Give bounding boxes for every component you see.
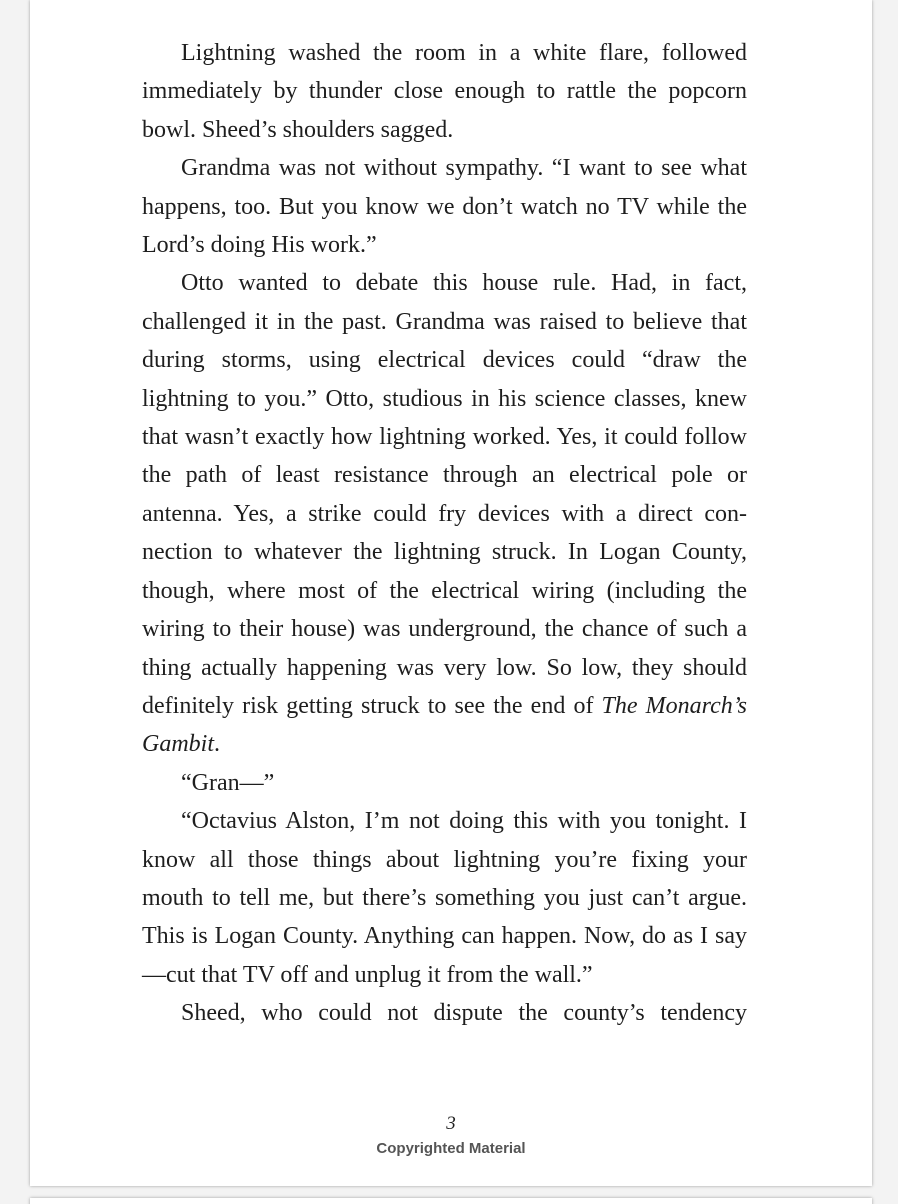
paragraph-1: Lightning washed the room in a white flare, followed immediately by thunder close enough to rattle the popcorn bowl. Sheed’s shoulders sagged. bbox=[142, 40, 747, 143]
next-page-edge bbox=[30, 1198, 872, 1204]
book-page bbox=[30, 0, 872, 1186]
paragraph-3 bbox=[142, 264, 747, 763]
paragraph-6: Sheed, who could not dispute the county’s tendency bbox=[181, 1000, 747, 1027]
body-text bbox=[142, 34, 747, 1033]
paragraph-5: “Octavius Alston, I’m not doing this with you tonight. I know all those things about lightning you’re fixing your mouth to tell me, but there’s something you just can’t argue. This is Logan County. Anything can happen. Now, do as I say—cut that TV off and unplug it from the wall.” bbox=[142, 808, 747, 988]
page-number: 3 bbox=[446, 1113, 456, 1134]
paragraph-3-text: Otto wanted to debate this house rule. Had, in fact, challenged it in the past. Grandma was raised to believe that during storms, using electrical devices could “draw the lightning to you.” Otto, studious in his science classes, knew that wasn’t exactly how lightning worked. Yes, it could follow the path of least resistance through an electrical pole or antenna. Yes, a strike could fry devices with a direct connection to whatever the lightning struck. In Logan County, though, where most of the electrical wiring (including the wiring to their house) was underground, the chance of such a thing actually happening was very low. So low, they should definitely risk getting struck to see the end of bbox=[142, 270, 747, 719]
paragraph-4: “Gran—” bbox=[181, 769, 275, 796]
copyright-notice: Copyrighted Material bbox=[376, 1140, 526, 1157]
paragraph-3-end: . bbox=[214, 731, 220, 758]
paragraph-2: Grandma was not without sympathy. “I want to see what happens, too. But you know we don’t watch no TV while the Lord’s doing His work.” bbox=[142, 155, 747, 259]
book-title-italic: The Monarch’s Gambit bbox=[142, 692, 747, 758]
